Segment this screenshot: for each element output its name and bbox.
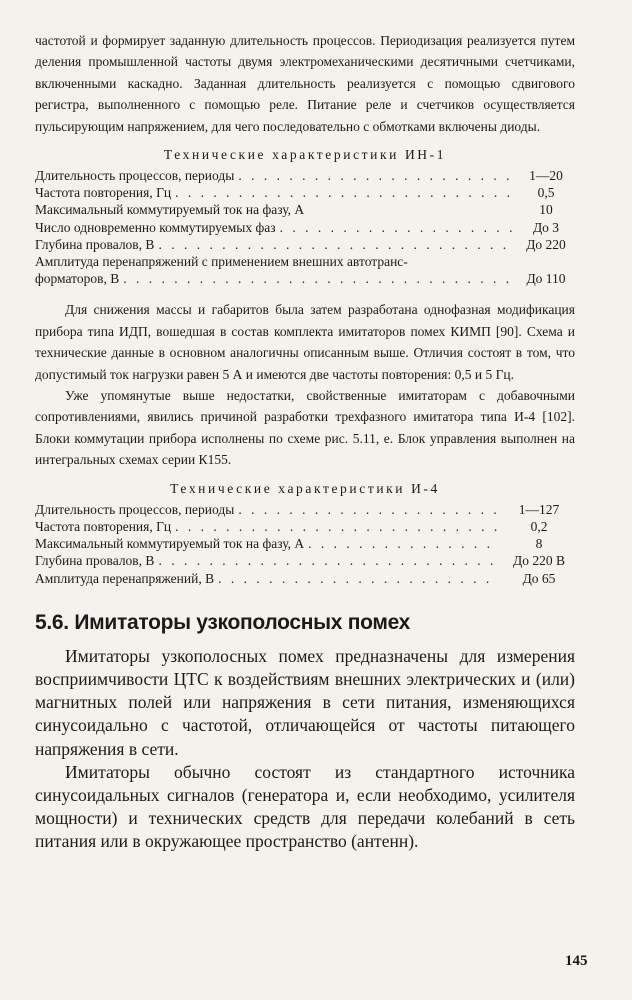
spec-label: Длительность процессов, периоды — [35, 168, 235, 184]
spec-row — [35, 270, 575, 287]
leader-dots — [175, 518, 499, 535]
spec-row — [35, 535, 575, 552]
leader-dots — [238, 501, 499, 518]
spec-row — [35, 167, 575, 184]
i4-paragraph: Уже упомянутые выше недостатки, свойственные имитаторам с добавочными сопротивлениями, явились причиной разработки трехфазного имитатора типа И-4 [102]. Блоки коммутации прибора исполнены по схеме рис. 5.11, е. Блок управления выполнен на интегральных схемах серии К155. — [35, 388, 575, 468]
spec-value: До 65 — [522, 570, 556, 586]
spec-value: До 110 — [526, 271, 566, 287]
spec-i4-title: Технические характеристики И-4 — [170, 480, 440, 496]
leader-dots — [175, 184, 513, 201]
section-paragraph: Имитаторы узкополосных помех предназначены для измерения восприимчивости ЦТС к воздействиям внешних электрических и (или) магнитных полей или напряжения в сети питания, изменяющихся синусоидально с частотой, отличающейся от частоты питающего напряжения в сети. — [35, 645, 575, 759]
leader-dots — [280, 219, 513, 236]
spec-label: Частота повторения, Гц — [35, 518, 172, 534]
leader-dots — [158, 236, 513, 253]
leader-dots — [238, 167, 513, 184]
leader-dots — [308, 535, 499, 552]
spec-value: До 220 В — [513, 553, 565, 569]
leader-dots — [158, 552, 499, 569]
spec-label: Частота повторения, Гц — [35, 185, 172, 201]
spec-value: 0,5 — [537, 185, 555, 201]
spec-value: 8 — [535, 536, 543, 552]
spec-row — [35, 518, 575, 535]
intro-paragraph: частотой и формирует заданную длительность процессов. Периодизация реализуется путем деления промышленной частоты двумя электромеханическими десятичными счетчиками, включенными каскадно. Заданная длительность реализуется с помощью сдвигового регистра, выполненного с помощью реле. Питание реле и счетчиков осуществляется пульсирующим напряжением, для чего последовательно с обмотками включены диоды. — [35, 33, 575, 134]
spec-row — [35, 253, 575, 270]
spec-label: Длительность процессов, периоды — [35, 501, 235, 517]
spec-value: До 3 — [532, 219, 560, 235]
book-page — [35, 30, 575, 854]
spec-value: 1—20 — [529, 168, 563, 184]
spec-label: Амплитуда перенапряжений, В — [35, 570, 215, 586]
spec-label: Амплитуда перенапряжений с применением внешних автотранс- — [35, 254, 408, 270]
spec-value: 1—127 — [518, 501, 560, 517]
spec-label: Число одновременно коммутируемых фаз — [35, 219, 276, 235]
spec-label: Максимальный коммутируемый ток на фазу, А — [35, 202, 305, 218]
section-paragraph: Имитаторы обычно состоят из стандартного источника синусоидальных сигналов (генератора и, если необходимо, усилителя мощности) и технических средств для передачи колебаний в сеть питания или в окружающее пространство (антенн). — [35, 761, 575, 852]
spec-row — [35, 184, 575, 201]
spec-label: Максимальный коммутируемый ток на фазу, А — [35, 536, 305, 552]
spec-row — [35, 501, 575, 518]
spec-label: Глубина провалов, В — [35, 236, 155, 252]
leader-dots — [123, 270, 513, 287]
idp-paragraph: Для снижения массы и габаритов была затем разработана однофазная модификация прибора типа ИДП, вошедшая в состав комплекта имитаторов помех КИМП [90]. Схема и технические данные в основном аналогичны описанным выше. Отличия состоят в том, что допустимый ток нагрузки равен 5 А и имеются две частоты повторения: 0,5 и 5 Гц. — [35, 302, 575, 382]
spec-value: До 220 — [526, 236, 566, 252]
spec-label: Глубина провалов, В — [35, 553, 155, 569]
spec-label: форматоров, В — [35, 271, 120, 287]
leader-dots — [218, 570, 499, 587]
page-number: 145 — [565, 953, 588, 969]
spec-in1-table — [35, 167, 575, 287]
spec-value: 0,2 — [530, 518, 548, 534]
spec-row — [35, 570, 575, 587]
spec-value: 10 — [539, 202, 553, 218]
spec-i4-table — [35, 501, 575, 587]
spec-row — [35, 201, 575, 218]
spec-row — [35, 552, 575, 569]
spec-in1-title: Технические характеристики ИН-1 — [163, 147, 447, 163]
spec-row — [35, 219, 575, 236]
section-heading: 5.6. Имитаторы узкополосных помех — [35, 610, 411, 634]
spec-row — [35, 236, 575, 253]
